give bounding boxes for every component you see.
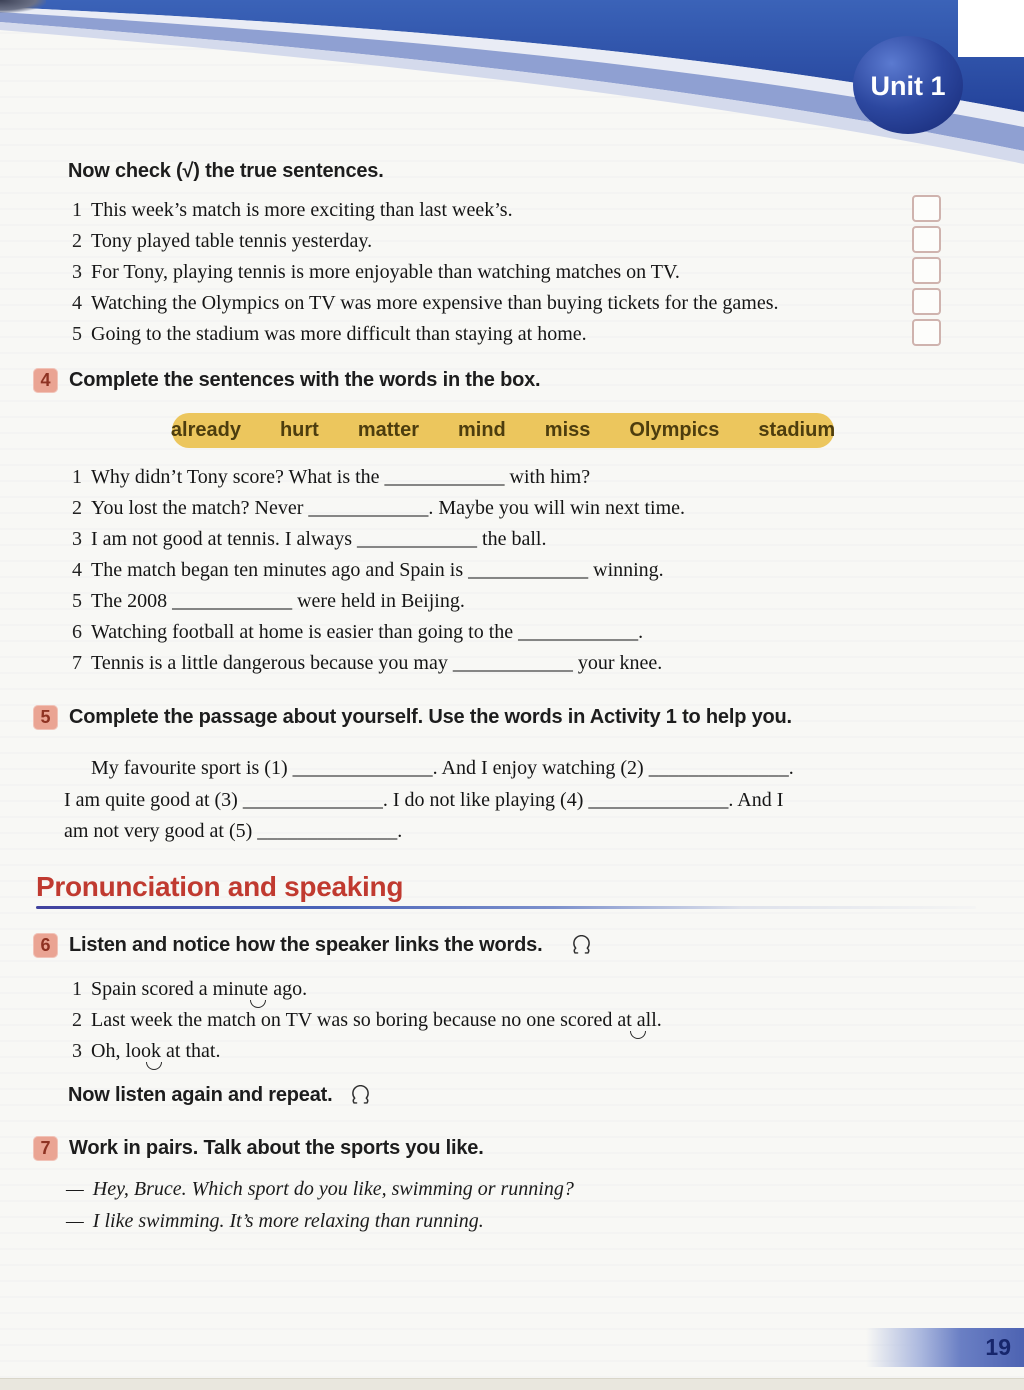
dialogue-text: Hey, Bruce. Which sport do you like, swimming or running? bbox=[92, 1178, 574, 1200]
item-text: Tony played table tennis yesterday. bbox=[91, 230, 373, 252]
page-number: 19 bbox=[985, 1334, 1011, 1360]
item-text-pre: Oh, bbox=[91, 1040, 126, 1062]
item-number: 4 bbox=[72, 292, 82, 314]
activity7-heading-row bbox=[33, 1136, 484, 1161]
passage bbox=[64, 753, 964, 848]
scan-corner-smudge bbox=[0, 0, 46, 13]
word-box-word: stadium bbox=[758, 419, 836, 441]
word-box-word: miss bbox=[544, 419, 591, 441]
item-text-post: . bbox=[302, 978, 308, 1000]
item-text: Why didn’t Tony score? What is the ____________ with him? bbox=[91, 466, 591, 488]
dialogue-line-2 bbox=[66, 1210, 484, 1233]
check-item-1 bbox=[72, 197, 982, 223]
banner-swoosh bbox=[0, 0, 1024, 175]
checkbox-3[interactable] bbox=[912, 257, 941, 284]
item-number: 2 bbox=[72, 497, 82, 519]
activity6-heading-row bbox=[33, 933, 592, 958]
checkbox-1[interactable] bbox=[912, 195, 941, 222]
fill-item-2 bbox=[72, 495, 982, 521]
scan-bottom-edge bbox=[0, 1378, 1024, 1390]
word-box-word: Olympics bbox=[629, 419, 720, 441]
passage-line: My favourite sport is (1) ______________. And I enjoy watching (2) ______________. bbox=[91, 757, 794, 779]
activity-number-badge: 4 bbox=[33, 368, 58, 393]
item-number: 1 bbox=[72, 199, 82, 221]
checkbox-5[interactable] bbox=[912, 319, 941, 346]
item-text-post: . bbox=[656, 1009, 662, 1031]
item-text: The 2008 ____________ were held in Beijing. bbox=[91, 590, 465, 612]
dialogue-line-1 bbox=[66, 1178, 574, 1201]
fill-item-7 bbox=[72, 650, 982, 676]
passage-line: I am quite good at (3) ______________. I do not like playing (4) ______________. And I bbox=[64, 788, 784, 811]
item-number: 3 bbox=[72, 1040, 82, 1062]
unit-badge-label: Unit 1 bbox=[870, 71, 946, 101]
liaison-item-2 bbox=[72, 1007, 982, 1033]
item-text: This week’s match is more exciting than last week’s. bbox=[91, 199, 513, 221]
fill-item-3 bbox=[72, 526, 982, 552]
activity4-heading: Complete the sentences with the words in the box. bbox=[69, 369, 541, 391]
word-box bbox=[172, 413, 834, 448]
word-box-word: mind bbox=[458, 419, 506, 441]
heading-underline bbox=[36, 906, 976, 909]
word-box-word: already bbox=[170, 419, 241, 441]
dialogue-dash: — bbox=[66, 1178, 84, 1200]
item-text: I am not good at tennis. I always ____________ the ball. bbox=[91, 528, 547, 550]
item-text-pre: Last week the match on TV was so boring because no one scored bbox=[91, 1009, 618, 1031]
activity7-heading: Work in pairs. Talk about the sports you like. bbox=[69, 1137, 484, 1159]
listen-again-row bbox=[68, 1084, 371, 1107]
check-item-2 bbox=[72, 228, 982, 254]
item-text: Tennis is a little dangerous because you may ____________ your knee. bbox=[91, 652, 663, 674]
activity6-heading: Listen and notice how the speaker links the words. bbox=[69, 934, 543, 956]
checkbox-4[interactable] bbox=[912, 288, 941, 315]
activity-number-badge: 5 bbox=[33, 705, 58, 730]
check-section-heading: Now check (√) the true sentences. bbox=[68, 160, 384, 182]
item-text: For Tony, playing tennis is more enjoyable than watching matches on TV. bbox=[91, 261, 680, 283]
check-item-3 bbox=[72, 259, 982, 285]
item-number: 4 bbox=[72, 559, 82, 581]
fill-item-1 bbox=[72, 464, 982, 490]
item-text-pre: Spain scored a bbox=[91, 978, 213, 1000]
checkbox-2[interactable] bbox=[912, 226, 941, 253]
word-box-word: matter bbox=[357, 419, 419, 441]
headphones-icon bbox=[571, 935, 592, 956]
linked-words: minute ago bbox=[212, 978, 303, 1000]
item-text: You lost the match? Never ____________. Maybe you will win next time. bbox=[91, 497, 686, 519]
item-text: Watching the Olympics on TV was more expensive than buying tickets for the games. bbox=[91, 292, 779, 314]
item-text: Watching football at home is easier than going to the ____________. bbox=[91, 621, 644, 643]
linked-words: look at bbox=[125, 1040, 181, 1062]
item-number: 6 bbox=[72, 621, 82, 643]
check-item-5 bbox=[72, 321, 982, 347]
activity4-heading-row bbox=[33, 368, 540, 393]
passage-line: am not very good at (5) ______________. bbox=[64, 820, 403, 842]
item-number: 2 bbox=[72, 1009, 82, 1031]
item-number: 2 bbox=[72, 230, 82, 252]
dialogue-dash: — bbox=[66, 1210, 84, 1232]
fill-item-6 bbox=[72, 619, 982, 645]
activity-number-badge: 6 bbox=[33, 933, 58, 958]
pronunciation-section-heading: Pronunciation and speaking bbox=[36, 871, 404, 902]
liaison-item-3 bbox=[72, 1038, 982, 1064]
word-box-word: hurt bbox=[279, 419, 319, 441]
activity-number-badge: 7 bbox=[33, 1136, 58, 1161]
item-number: 1 bbox=[72, 466, 82, 488]
item-text: Going to the stadium was more difficult than staying at home. bbox=[91, 323, 587, 345]
fill-item-4 bbox=[72, 557, 982, 583]
dialogue-text: I like swimming. It’s more relaxing than running. bbox=[92, 1210, 484, 1232]
item-number: 7 bbox=[72, 652, 82, 674]
item-text: The match began ten minutes ago and Spain is ____________ winning. bbox=[91, 559, 664, 581]
item-number: 5 bbox=[72, 323, 82, 345]
listen-again-heading: Now listen again and repeat. bbox=[68, 1084, 333, 1106]
item-number: 5 bbox=[72, 590, 82, 612]
headphones-icon bbox=[350, 1085, 371, 1106]
linked-words: at all bbox=[617, 1009, 657, 1031]
item-text-post: that. bbox=[180, 1040, 221, 1062]
item-number: 1 bbox=[72, 978, 82, 1000]
fill-item-5 bbox=[72, 588, 982, 614]
activity5-heading: Complete the passage about yourself. Use the words in Activity 1 to help you. bbox=[69, 706, 792, 728]
check-item-4 bbox=[72, 290, 982, 316]
liaison-item-1 bbox=[72, 976, 982, 1002]
item-number: 3 bbox=[72, 261, 82, 283]
page-number-bar bbox=[866, 1328, 1024, 1367]
activity5-heading-row bbox=[33, 705, 792, 730]
item-number: 3 bbox=[72, 528, 82, 550]
